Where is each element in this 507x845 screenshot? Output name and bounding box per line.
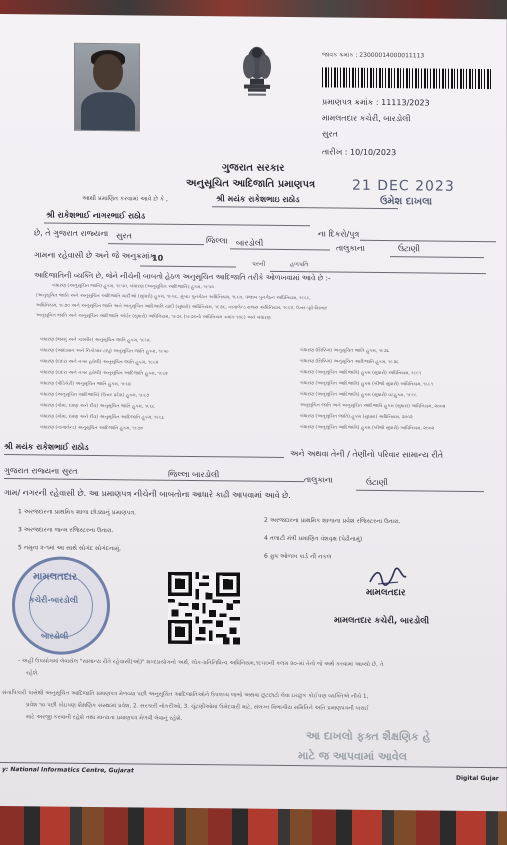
footnote-1-cont: રહેશે.	[26, 670, 39, 677]
village-value: ઉંટાણી	[398, 244, 420, 254]
resident-name: શ્રી મયંક રાકેશભાઈ રાઠોડ	[4, 442, 89, 452]
order-left-5: બંધારણ (પોંડિચેરી) અનુસૂચિત જાતિ હુકમ, ૧૯૬૪	[40, 381, 132, 388]
order-right-5: બંધારણ (અનુસૂચિત આદિજાતિ) હુકમ (સુધારો) વટહુકમ, ૧૯૯૬	[300, 392, 417, 399]
issuing-office: મામલતદાર કચેરી, બારડોલી	[322, 113, 411, 124]
basis-item-6: 6 ગ્રુપ ઓળખ કાર્ડ ની નકલ	[264, 552, 332, 561]
signature-icon	[368, 566, 408, 588]
signatory-title: મામલતદાર	[366, 587, 406, 599]
order-line-2: (અનુસૂચિત જાતિ અને અનુસૂચિત આદિજાતિ યાદીઓ (સુધારો) હુકમ, ૧૯૫૬, મુંબઇ પુનર્ગઠન અધિનિયમ, ૧૯૬૦, પંજાબ પુનર્ગઠન અધિનિયમ, ૧૯૬૬,	[36, 293, 311, 302]
district-text: જિલ્લા	[206, 236, 228, 246]
on-text: પરની	[252, 260, 266, 268]
order-line-1: બંધારણ (અનુસૂચિત જાતિ) હુકમ, ૧૯૫૦, બંધારણ (અનુસૂચિત આદિજાતિ) હુકમ, ૧૯૫૦	[52, 283, 215, 291]
order-right-8: બંધારણ (અનુસૂચિત આદિજાતિ) હુકમ (બીજો સુધારો) અધિનિયમ, ૨૦૦૨	[300, 425, 435, 432]
resident-state: ગુજરાત રાજ્યના સુરત	[4, 466, 78, 476]
caste-value: હળપતિ	[290, 261, 309, 269]
certificate-number: પ્રમાણપત્ર ક્રમાંક : 11113/2023	[322, 97, 430, 108]
order-left-9: બંધારણ (નાગાલેન્ડ) અનુસૂચિત આદિજાતિ હુકમ, ૧૯૭૦	[40, 425, 144, 432]
received-stamp-label: ઉમેશ દાખલા	[380, 195, 433, 208]
watermark-line-2: માટે જ આપવામાં આવેલ	[298, 749, 408, 764]
father-name: શ્રી રાકેશભાઈ નાગરભાઈ રાઠોડ	[46, 210, 146, 221]
order-left-7: બંધારણ (ગોવા, દમણ અને દીવ) અનુસૂચિત જાતિ હુકમ, ૧૯૬૮	[40, 403, 155, 410]
residence-text: ગામના રહેવાસી છે અને જે અનુક્રમાંક	[34, 250, 156, 261]
order-line-4: અનુસૂચિત જાતિ અને અનુસૂચિત આદિજાતિ ઓર્ડર (સુધારો) અધિનિયમ, ૧૯૭૬ (૧૯૭૦નો અધિનિયમ ક્રમાંક ૧૦૮) અને બંધારણ	[36, 313, 271, 321]
order-right-4: બંધારણ (અનુસૂચિત આદિજાતિ) હુકમ (બીજો સુધારો) અધિનિયમ, ૧૯૯૧	[300, 381, 434, 388]
order-left-6: બંધારણ (અનુસૂચિત આદિજાતિ) (ઉત્તર પ્રદેશ) હુકમ, ૧૯૬૭	[40, 392, 150, 399]
district-label: સુરત	[322, 129, 338, 139]
applicant-photo	[74, 43, 140, 132]
order-left-8: બંધારણ (ગોવા, દમણ અને દીવ) અનુસૂચિત આદિજાતિ હુકમ, ૧૯૬૮	[40, 414, 165, 421]
issue-date: તારીખ : 10/10/2023	[322, 147, 397, 158]
serial-number: 10	[152, 253, 164, 263]
order-right-6: અનુસૂચિત જાતિ અને અનુસૂચિત આદિજાતિ હુકમ (સુધારા) અધિનિયમ, ૨૦૦૨	[300, 403, 446, 410]
order-left-1: બંધારણ (જમ્મુ અને કાશ્મીર) અનુસૂચિત જાતિ હુકમ, ૧૯૫૬	[40, 337, 151, 344]
office-seal: મામલતદાર કચેરી-બારડોલી બારડોલી	[12, 556, 110, 655]
footer-brand: Digital Gujar	[456, 774, 499, 783]
family-text: અને અથવા તેની / તેણીનો પરિવાર સામાન્ય રીતે	[290, 449, 444, 460]
certificate-title: અનુસૂચિત આદિજાતિ પ્રમાણપત્ર	[186, 177, 316, 191]
order-right-7: બંધારણ (અનુસૂચિત જાતિ) હુકમ (સુધારા) અધિનિયમ, ૨૦૦૨	[300, 414, 413, 421]
watermark-line-1: આ દાખલો ફક્ત શૈક્ષણિક હે	[306, 729, 431, 744]
taluka-text: તાલુકાના	[336, 243, 365, 253]
resident-taluka-text: તાલુકાના	[304, 475, 333, 485]
footnote-4: માટે અરજી કરવાની રહેશે તથા માન્યતા પ્રમાણપત્ર મેળવી લેવાનું રહેશે.	[26, 714, 183, 722]
state-text: છે, તે ગુજરાત રાજ્યના	[34, 228, 109, 239]
footer-provider: y: National Informatics Centre, Gujarat	[2, 766, 134, 775]
basis-item-3: 3 અરજદારના જન્મ રજિસ્ટરના ઉતારા.	[18, 526, 114, 535]
received-date-stamp: 21 DEC 2023	[352, 177, 455, 195]
basis-item-4: 4 તલાટી મંત્રી પ્રમાણિત વંશવૃક્ષ (પેઢીનામું)	[264, 534, 363, 543]
footnote-3: પ્રવેશ ૧૦ પછી કોઇપણ શૈક્ષણિક સંસ્થામાં પ્રવેશ, 2. સરકારી નોકરીઓ, 3. ચૂંટણીઓમાં ઉમેદવારી માટે, સંલગ્ન વિભાગીય સમિતિને અતિ પ્રમાણપત્રની ખરાઈ	[26, 702, 369, 712]
order-right-3: બંધારણ (અનુસૂચિત આદિજાતિ) હુકમ (સુધારો) અધિનિયમ, ૧૯૯૧	[300, 370, 422, 377]
order-right-2: બંધારણ (સિક્કિમ) અનુસૂચિત આદિજાતિ હુકમ, ૧૯૭૮	[300, 359, 399, 366]
basis-intro: ગામ/ નગરની રહેવાસી છે. આ પ્રમાણપત્ર નીચેની બાબતોના આધારે કાઢી આપવામાં આવે છે.	[4, 488, 291, 501]
order-right-1: બંધારણ (સિક્કિમ) અનુસૂચિત જાતિ હુકમ, ૧૯૭૮	[300, 348, 390, 355]
order-left-4: બંધારણ (દાદરા અને નગર હવેલી) અનુસૂચિત આદિજાતિ હુકમ, ૧૯૬૨	[40, 370, 168, 377]
relation-text: ના દિકરો/પુત્ર	[318, 229, 360, 239]
tribe-declaration: આદિજાતિની વ્યક્તિ છે, જેને નીચેની બાબતો હેઠળ અનુસૂચિત આદિજાતિ તરીકે ઓળખવામાં આવે છે :-	[34, 270, 331, 283]
taluka-value: બારડોલી	[236, 238, 264, 248]
verification-qr-code[interactable]	[168, 572, 240, 645]
resident-village: ઉંટાણી	[366, 477, 388, 488]
basis-item-2: 2 અરજદારના પ્રાથમિક શાળાના પ્રવેશ રજિસ્ટરના ઉતારા.	[264, 516, 401, 526]
state-emblem-icon	[236, 40, 278, 98]
resident-district: જિલ્લા બારડોલી	[168, 469, 220, 480]
order-line-3: અધિનિયમ, ૧૯૭૦ અને અનુસૂચિત જાતિ અને અનુસૂચિત આદિજાતિ યાદી (સુધારો) અધિનિયમ, ૧૯૭૬, નાગાલેન્ડ રાજ્ય અધિનિયમ, ૧૯૬૨, ઉત્તર-પૂર્વ વિસ્તાર	[36, 303, 328, 312]
certificate-paper	[0, 14, 507, 811]
basis-item-1: 1 અરજદારના પ્રાથમિક શાળા છોડ્યાનું પ્રમાણપત્ર.	[18, 508, 137, 517]
basis-item-5: 5 નમુના ૨-૧માં આ સાથે સોગંદ સોગંદનામું.	[18, 544, 122, 553]
footnote-1: - અહીં ઉપયોગમાં લેવાયેલ "સામાન્ય રીતે રહેવાસી(ઓ)" શબ્દપ્રયોગનો અર્થ, લોક-પ્રતિનિધિત્વ અધિનિયમ,૧૯૫૦ની કલમ ૨૦-માં તેનો જે અર્થ કરવામાં આવ્યો છે, તે	[18, 658, 384, 669]
order-left-3: બંધારણ (દાદરા અને નગર હવેલી) અનુસૂચિત જાતિ હુકમ, ૧૯૬૨	[40, 359, 159, 366]
barcode	[322, 67, 492, 89]
district-value: સુરત	[116, 231, 132, 241]
intro-text: આથી પ્રમાણિત કરવામાં આવે છે કે ,	[82, 194, 168, 203]
barcode-number: જાવક ક્રમાંક : 23000014000011113	[322, 51, 425, 60]
holder-name: શ્રી મયંક રાકેશભાઇ રાઠોડ	[216, 194, 300, 205]
signatory-office: મામલતદાર કચેરી, બારડોલી	[334, 615, 430, 627]
footnote-2: સંતાપિકારી પાસેથી અનુસૂચિત આદિજાતિ પ્રમાણપત્ર મેળવ્યા પછી અનુસૂચિત આદિજાતિઓને ઉપલબ્ધ લાભો અથવા છૂટછાટો લેવા ઇચ્છુક કોઈપણ વ્યક્તિએ નીચે 1,	[2, 690, 369, 700]
government-heading: ગુજરાત સરકાર	[222, 162, 285, 174]
order-left-2: બંધારણ (આંદામાન અને નિકોબાર ટાપુ) અનુસૂચિત જાતિ હુકમ, ૧૯૫૯	[40, 348, 170, 355]
